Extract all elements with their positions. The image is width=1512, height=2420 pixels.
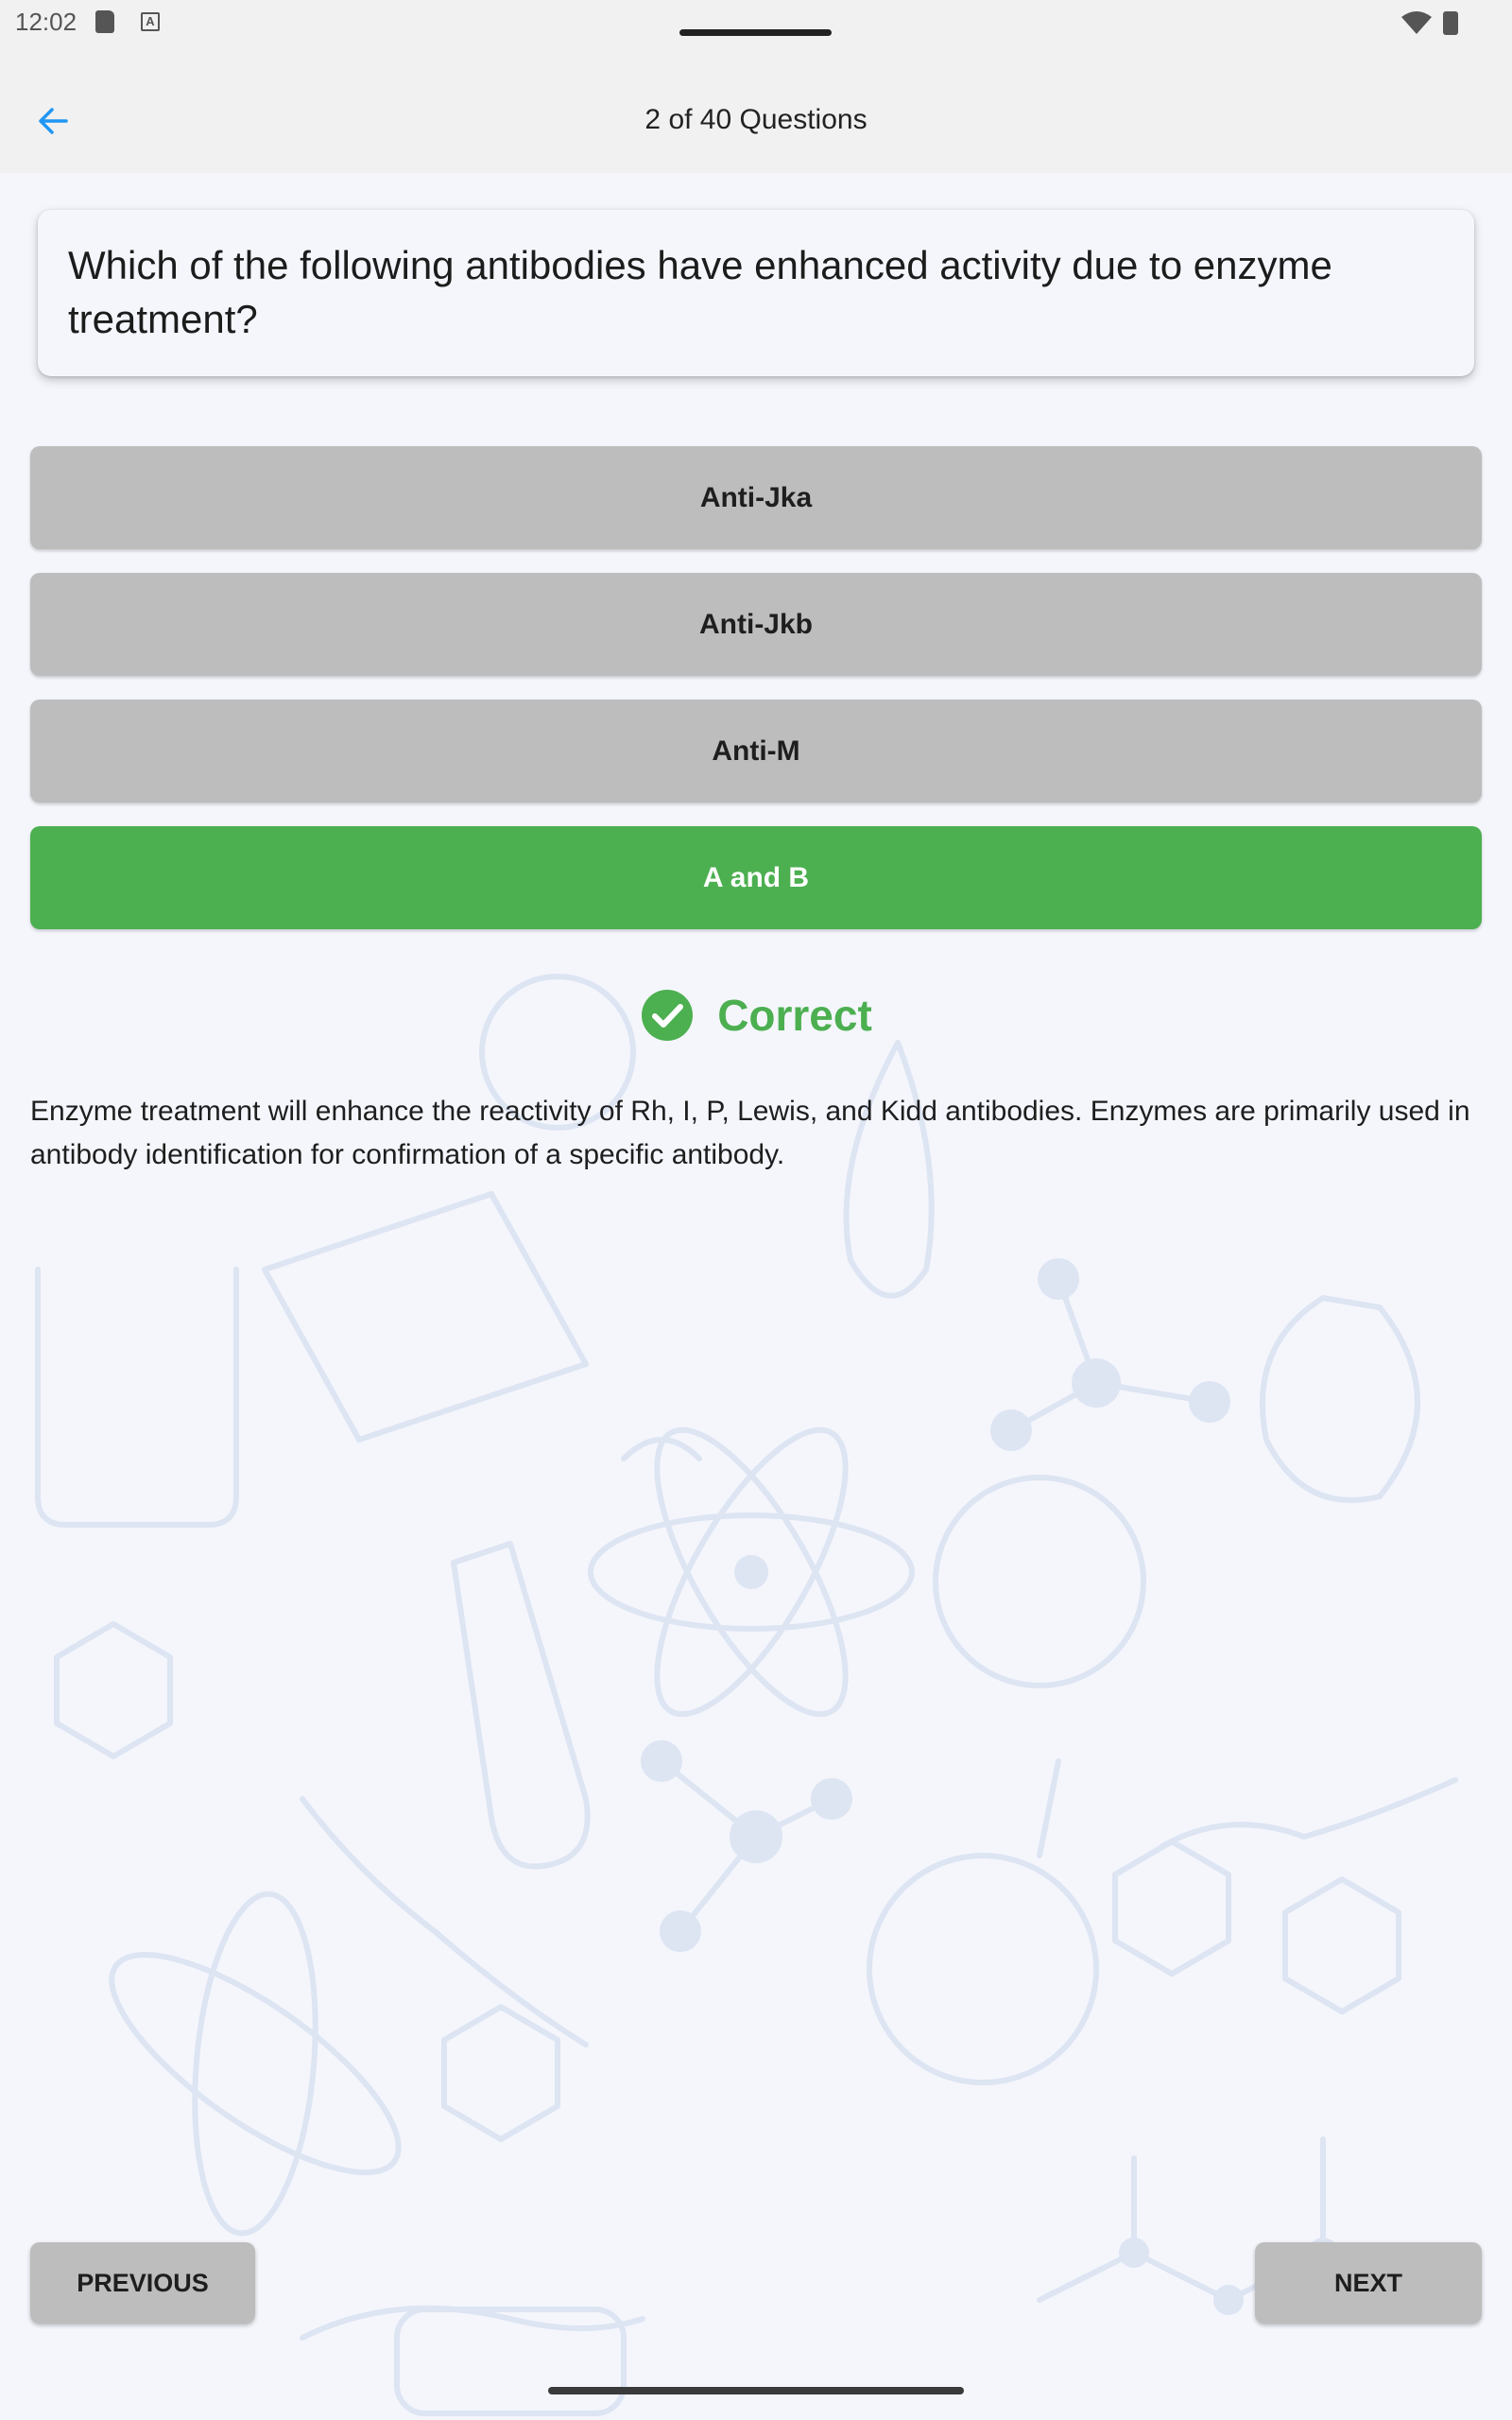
- page-title: 2 of 40 Questions: [644, 104, 868, 135]
- answer-option-b[interactable]: Anti-Jkb: [30, 573, 1482, 676]
- keyboard-a-icon: A: [141, 12, 160, 31]
- status-time: 12:02: [15, 8, 77, 36]
- previous-button[interactable]: PREVIOUS: [30, 2242, 255, 2324]
- explanation-text: Enzyme treatment will enhance the reactivity of Rh, I, P, Lewis, and Kidd antibodies. Enzymes are primarily used in antibody identification for confirmation of a specific antibody.: [30, 1096, 1470, 1170]
- result-label: Correct: [717, 991, 872, 1040]
- app-bar: [0, 47, 1512, 173]
- answer-option-a[interactable]: Anti-Jka: [30, 446, 1482, 549]
- result-indicator: [0, 986, 1512, 1045]
- question-card: [38, 210, 1474, 376]
- notch-pill: [679, 29, 832, 36]
- next-button[interactable]: NEXT: [1255, 2242, 1482, 2324]
- answer-option-c[interactable]: Anti-M: [30, 700, 1482, 803]
- question-text: Which of the following antibodies have enhanced activity due to enzyme treatment?: [68, 243, 1332, 341]
- battery-icon: [1443, 11, 1458, 35]
- home-indicator[interactable]: [548, 2387, 964, 2394]
- check-circle-icon: [640, 988, 695, 1043]
- wifi-icon: [1400, 11, 1433, 36]
- status-bar: [0, 0, 1512, 47]
- answer-option-d[interactable]: A and B: [30, 826, 1482, 929]
- sd-card-icon: [95, 10, 114, 33]
